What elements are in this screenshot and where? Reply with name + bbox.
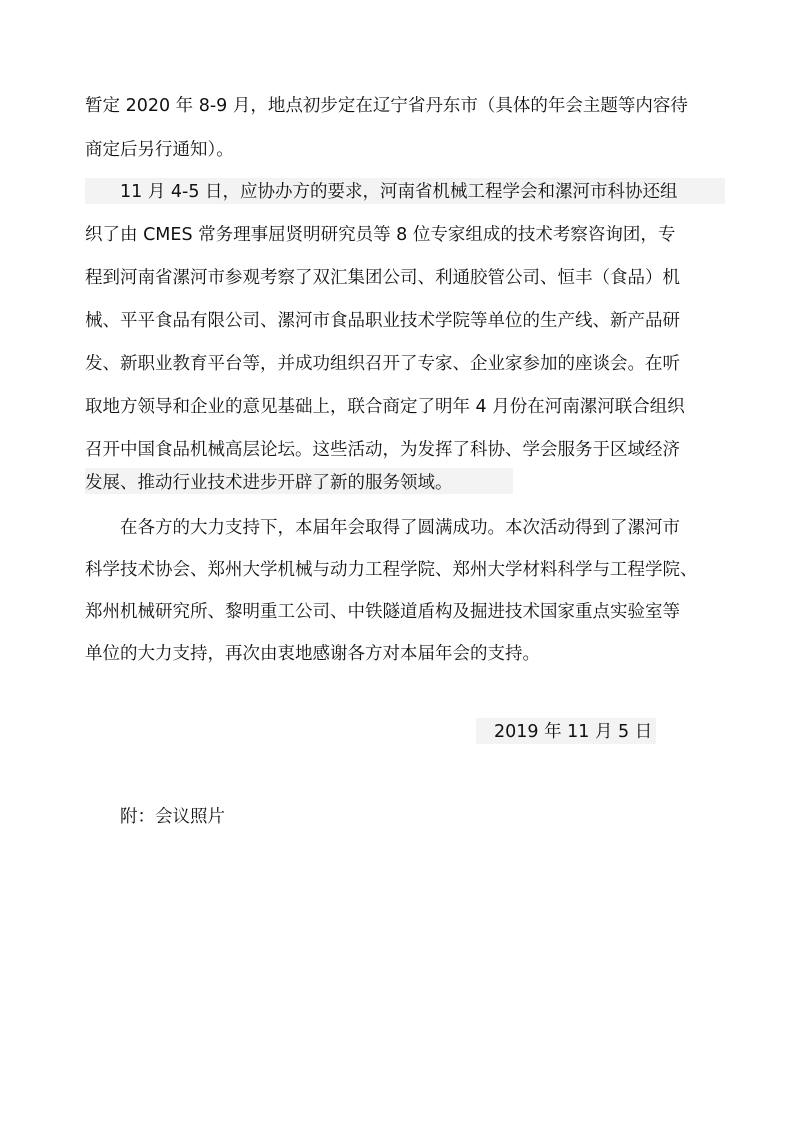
paragraph-3-line-4: 单位的大力支持，再次由衷地感谢各方对本届年会的支持。 xyxy=(85,644,540,664)
paragraph-1-line-1: 暂定 2020 年 8-9 月，地点初步定在辽宁省丹东市（具体的年会主题等内容待 xyxy=(85,96,688,116)
paragraph-3-line-1: 在各方的大力支持下，本届年会取得了圆满成功。本次活动得到了漯河市 xyxy=(120,518,680,538)
document-date: 2019 年 11 月 5 日 xyxy=(494,722,653,742)
paragraph-3-line-3: 郑州机械研究所、黎明重工公司、中铁隧道盾构及掘进技术国家重点实验室等 xyxy=(85,602,680,622)
paragraph-2-line-1: 11 月 4-5 日，应协办方的要求，河南省机械工程学会和漯河市科协还组 xyxy=(120,182,678,202)
paragraph-2-line-8: 发展、推动行业技术进步开辟了新的服务领域。 xyxy=(85,473,453,493)
paragraph-3-line-2: 科学技术协会、郑州大学机械与动力工程学院、郑州大学材料科学与工程学院、 xyxy=(85,560,698,580)
paragraph-2-line-5: 发、新职业教育平台等，并成功组织召开了专家、企业家参加的座谈会。在听 xyxy=(85,354,680,374)
attachment-note: 附：会议照片 xyxy=(120,807,225,827)
paragraph-2-line-6: 取地方领导和企业的意见基础上，联合商定了明年 4 月份在河南漯河联合组织 xyxy=(85,397,685,417)
paragraph-2-line-4: 械、平平食品有限公司、漯河市食品职业技术学院等单位的生产线、新产品研 xyxy=(85,311,680,331)
paragraph-2-line-2: 织了由 CMES 常务理事屈贤明研究员等 8 位专家组成的技术考察咨询团，专 xyxy=(85,225,676,245)
paragraph-2-line-7: 召开中国食品机械高层论坛。这些活动，为发挥了科协、学会服务于区域经济 xyxy=(85,440,680,460)
paragraph-1-line-2: 商定后另行通知）。 xyxy=(85,140,234,160)
paragraph-2-line-3: 程到河南省漯河市参观考察了双汇集团公司、利通胶管公司、恒丰（食品）机 xyxy=(85,268,680,288)
